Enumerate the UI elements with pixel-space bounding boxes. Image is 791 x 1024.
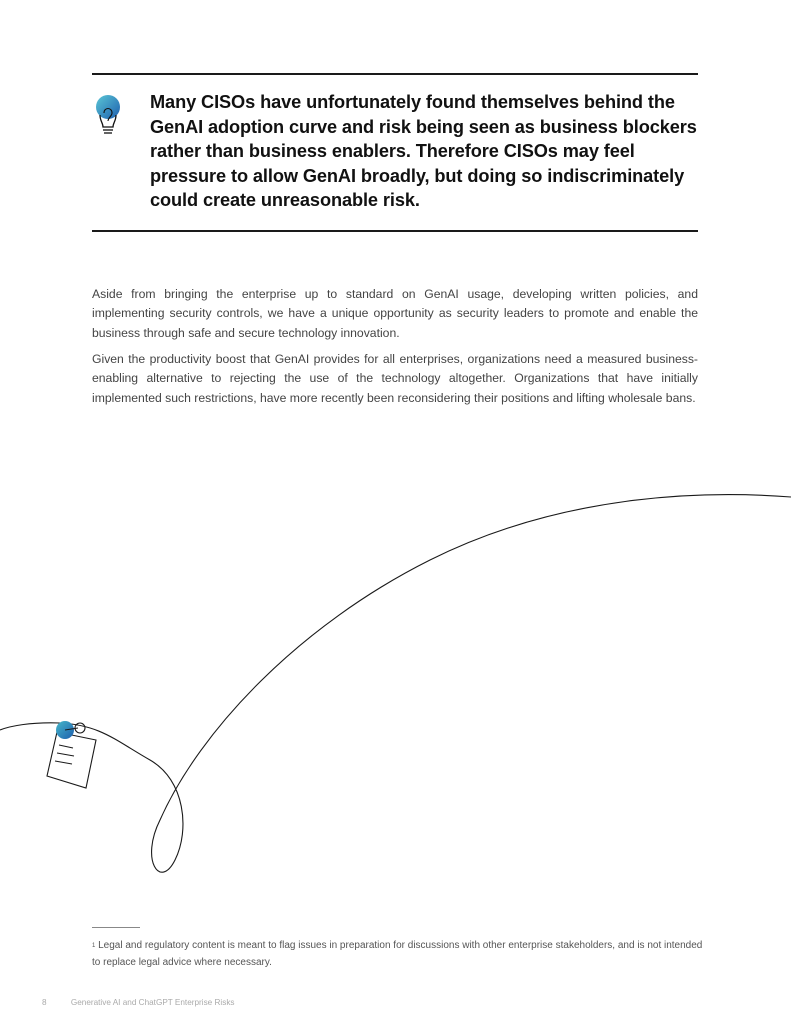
- body-paragraph-2: Given the productivity boost that GenAI provides for all enterprises, organizations need a measured business-enabling alternative to rejecting the use of the technology altogether. Organizations that have initially implemented such restrictions, have more recently been reconsidering their positions and lifting wholesale bans.: [92, 352, 698, 405]
- document-pin-icon: [40, 718, 106, 790]
- page-number: 8: [42, 998, 47, 1007]
- footnote: [92, 938, 712, 971]
- page-footer: [42, 998, 235, 1007]
- body-paragraph-1: Aside from bringing the enterprise up to standard on GenAI usage, developing written policies, and implementing security controls, we have a unique opportunity as security leaders to promote and enable the business through safe and secure technology innovation.: [92, 287, 698, 340]
- footer-title: Generative AI and ChatGPT Enterprise Risks: [70, 998, 235, 1007]
- callout-quote: Many CISOs have unfortunately found themselves behind the GenAI adoption curve and risk being seen as business blockers rather than business enablers. Therefore CISOs may feel pressure to allow GenAI broadly, but doing so indiscriminately could create unreasonable risk.: [150, 92, 697, 210]
- footnote-divider: [92, 927, 140, 928]
- footnote-marker: 1: [92, 943, 96, 949]
- footnote-text: Legal and regulatory content is meant to flag issues in preparation for discussions with other enterprise stakeholders, and is not intended to replace legal advice where necessary.: [92, 940, 703, 968]
